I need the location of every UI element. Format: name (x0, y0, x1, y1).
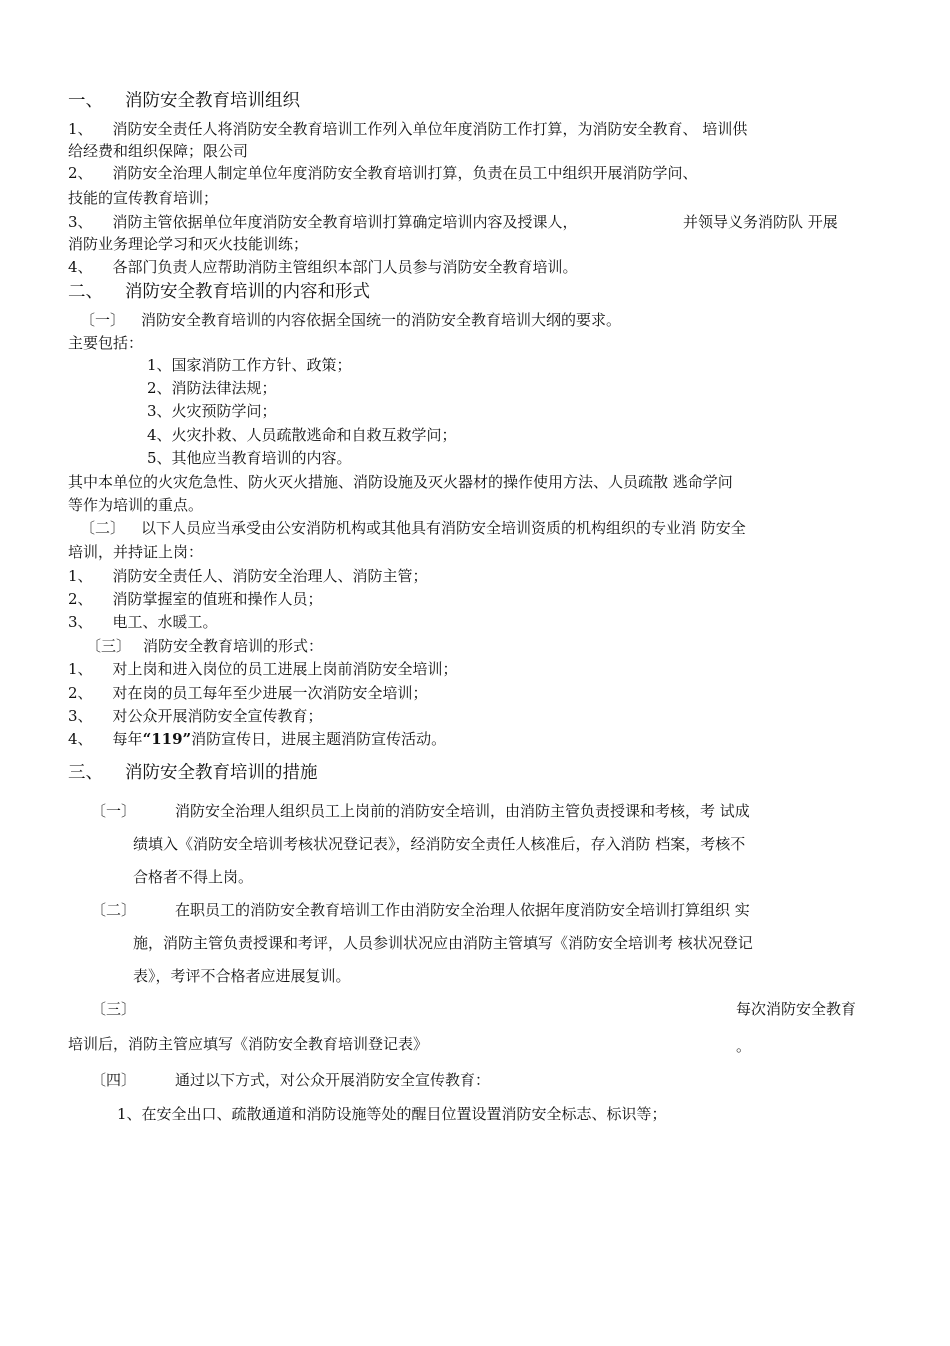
s2-para-3-number: 〔三〕 (86, 637, 132, 655)
s3-measure-4-number: 〔四〕 (91, 1071, 137, 1089)
s2-para-3-item-4-text-a: 每年 (112, 730, 143, 748)
s2-para-2-item-1 (68, 566, 428, 587)
s3-measure-1-number: 〔一〕 (91, 802, 137, 820)
s2-focus-line-b: 等作为培训的重点。 (68, 496, 204, 514)
s1-item-4-line (68, 257, 578, 278)
s1-item-3-text-right: 并领导义务消防队 开展 (683, 213, 838, 231)
s2-list-item-1: 1、国家消防工作方针、政策； (147, 356, 352, 374)
s2-para-3-item-3 (68, 706, 323, 727)
s3-measure-2-line-b: 施，消防主管负责授课和考评，人员参训状况应由消防主管填写《消防安全培训考 核状况登记 (133, 934, 753, 952)
s2-para-1 (80, 310, 621, 331)
section-2-heading (68, 280, 370, 304)
s1-item-4-text: 各部门负责人应帮助消防主管组织本部门人员参与消防安全教育培训。 (112, 258, 578, 276)
s2-para-3-item-1 (68, 659, 458, 680)
s2-para-3-item-1-text: 对上岗和进入岗位的员工进展上岗前消防安全培训； (112, 660, 458, 678)
s2-para-2-item-3-number: 3、 (68, 613, 93, 631)
s2-para-3-item-1-number: 1、 (68, 660, 93, 678)
s2-para-2-item-3-text: 电工、水暖工。 (112, 613, 218, 631)
s2-para-2-line-b: 培训，并持证上岗： (68, 543, 204, 561)
s1-item-3-text: 消防主管依据单位年度消防安全教育培训打算确定培训内容及授课人， (112, 213, 578, 231)
s2-para-2-item-1-text: 消防安全责任人、消防安全治理人、消防主管； (112, 567, 428, 585)
s2-para-3-item-4 (68, 729, 446, 750)
section-1-title: 消防安全教育培训组织 (125, 91, 300, 111)
s2-para-2-item-1-number: 1、 (68, 567, 93, 585)
s3-measure-3-end-mark: 。 (736, 1037, 752, 1055)
s1-item-1-line-b: 给经费和组织保障；限公司 (68, 142, 249, 160)
s2-para-1-number: 〔一〕 (80, 311, 126, 329)
s1-item-2-line-b: 技能的宣传教育培训； (68, 189, 219, 207)
s2-focus-line-a: 其中本单位的火灾危急性、防火灭火措施、消防设施及灭火器材的操作使用方法、人员疏散 逃命学问 (68, 473, 733, 491)
s2-para-3-item-4-number: 4、 (68, 730, 93, 748)
s2-para-3-item-2 (68, 683, 428, 704)
s2-para-1-text: 消防安全教育培训的内容依据全国统一的消防安全教育培训大纲的要求。 (141, 311, 622, 329)
section-3-title: 消防安全教育培训的措施 (125, 763, 318, 783)
s2-para-3-text: 消防安全教育培训的形式： (143, 637, 324, 655)
s2-list-item-5: 5、其他应当教育培训的内容。 (147, 449, 352, 467)
s2-para-2-text: 以下人员应当承受由公安消防机构或其他具有消防安全培训资质的机构组织的专业消 防安全 (141, 519, 746, 537)
section-1-heading (68, 89, 300, 113)
s2-para-3-item-3-text: 对公众开展消防安全宣传教育； (112, 707, 323, 725)
s3-measure-4-item-1: 1、在安全出口、疏散通道和消防设施等处的醒目位置设置消防安全标志、标识等； (117, 1105, 667, 1123)
s1-item-2-line-a (68, 163, 698, 184)
section-3-number: 三、 (68, 763, 103, 783)
s1-item-2-number: 2、 (68, 164, 93, 182)
s2-para-3 (86, 636, 323, 657)
s3-measure-1-line-c: 合格者不得上岗。 (133, 868, 254, 886)
s2-para-2-item-3 (68, 612, 218, 633)
s3-measure-3-line-b: 培训后，消防主管应填写《消防安全教育培训登记表》 (68, 1035, 429, 1053)
s2-list-item-3: 3、火灾预防学问； (147, 402, 277, 420)
s2-para-2-item-2 (68, 589, 323, 610)
s2-list-item-2: 2、消防法律法规； (147, 379, 277, 397)
section-1-number: 一、 (68, 91, 103, 111)
s2-main-includes: 主要包括： (68, 334, 144, 352)
s3-measure-3-number: 〔三〕 (91, 1000, 137, 1018)
s2-para-3-item-3-number: 3、 (68, 707, 93, 725)
s1-item-1-text: 消防安全责任人将消防安全教育培训工作列入单位年度消防工作打算，为消防安全教育、 培训供 (112, 120, 748, 138)
s1-item-3-number: 3、 (68, 213, 93, 231)
section-2-number: 二、 (68, 282, 103, 302)
s3-measure-1-line-b: 绩填入《消防安全培训考核状况登记表》，经消防安全责任人核准后，存入消防 档案，考核不 (133, 835, 746, 853)
s2-list-item-4: 4、火灾扑救、人员疏散逃命和自救互救学问； (147, 426, 457, 444)
s1-item-3-line-b: 消防业务理论学习和灭火技能训练； (68, 235, 309, 253)
s1-item-2-text: 消防安全治理人制定单位年度消防安全教育培训打算，负责在员工中组织开展消防学问、 (112, 164, 698, 182)
s2-para-2-item-2-text: 消防掌握室的值班和操作人员； (112, 590, 323, 608)
s2-para-2-line-a (80, 518, 746, 539)
s2-para-3-item-4-text-bold: “119” (142, 730, 192, 748)
s3-measure-1-line-a: 消防安全治理人组织员工上岗前的消防安全培训，由消防主管负责授课和考核，考 试成 (175, 802, 750, 820)
s3-measure-2-number: 〔二〕 (91, 901, 137, 919)
s1-item-1-line-a (68, 119, 747, 140)
s3-measure-2-line-c: 表》，考评不合格者应进展复训。 (133, 967, 351, 985)
s1-item-1-number: 1、 (68, 120, 93, 138)
section-3-heading (68, 761, 318, 785)
s3-measure-4-text: 通过以下方式，对公众开展消防安全宣传教育： (175, 1071, 491, 1089)
section-2-title: 消防安全教育培训的内容和形式 (125, 282, 370, 302)
s1-item-3-line-a (68, 212, 578, 233)
s2-para-3-item-2-number: 2、 (68, 684, 93, 702)
s2-para-3-item-2-text: 对在岗的员工每年至少进展一次消防安全培训； (112, 684, 428, 702)
s3-measure-2-line-a: 在职员工的消防安全教育培训工作由消防安全治理人依据年度消防安全培训打算组织 实 (175, 901, 750, 919)
s3-measure-3-text-right: 每次消防安全教育 (736, 1000, 857, 1018)
s1-item-4-number: 4、 (68, 258, 93, 276)
s2-para-3-item-4-text-b: 消防宣传日，进展主题消防宣传活动。 (191, 730, 447, 748)
s2-para-2-number: 〔二〕 (80, 519, 126, 537)
s2-para-2-item-2-number: 2、 (68, 590, 93, 608)
